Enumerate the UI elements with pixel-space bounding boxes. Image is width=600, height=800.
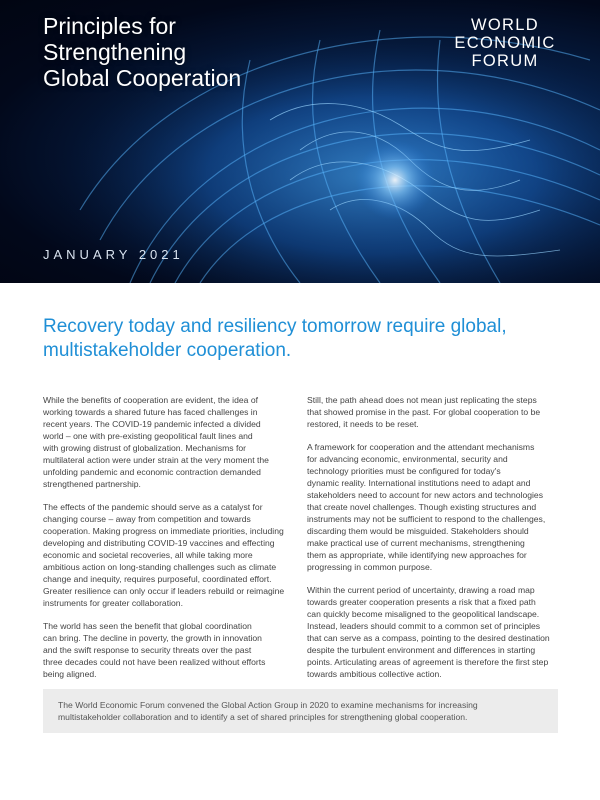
text-line: The effects of the pandemic should serve as a catalyst for: [43, 502, 263, 512]
paragraph: [307, 584, 559, 680]
text-line: discarding them would be misguided. Stakeholders should: [307, 526, 529, 536]
wef-logo: [440, 16, 570, 70]
text-line: strengthened partnership.: [43, 479, 141, 489]
text-line: dynamic reality. International institutions need to adapt and: [307, 478, 531, 488]
text-line: that showed promise in the past. For global cooperation to be: [307, 407, 541, 417]
text-line: towards greater cooperation presents a risk that a fixed path: [307, 597, 536, 607]
text-line: world – one with pre-existing geopolitical fault lines and: [43, 431, 253, 441]
title-line: Global Cooperation: [43, 65, 242, 91]
text-line: being aligned.: [43, 669, 97, 679]
text-line: make practical use of current mechanisms, strengthening: [307, 538, 525, 548]
text-line: cooperation. Making progress on immediate priorities, including: [43, 526, 284, 536]
text-line: that can serve as a compass, pointing to the desired destination: [307, 633, 550, 643]
text-line: can bring. The decline in poverty, the growth in innovation: [43, 633, 262, 643]
text-line: The world has seen the benefit that global coordination: [43, 621, 252, 631]
text-line: changing course – away from competition and towards: [43, 514, 251, 524]
right-column: [307, 394, 559, 691]
headline-line: multistakeholder cooperation.: [43, 340, 292, 361]
text-line: them as appropriate, while identifying new approaches for: [307, 550, 527, 560]
text-line: change and inequity, requires purposeful, coordinated effort.: [43, 574, 272, 584]
text-line: technology priorities must be configured for today's: [307, 466, 501, 476]
text-line: Within the current period of uncertainty, drawing a road map: [307, 585, 535, 595]
title-line: Strengthening: [43, 39, 187, 65]
text-line: three decades could not have been realized without efforts: [43, 657, 266, 667]
headline-line: Recovery today and resiliency tomorrow require global,: [43, 316, 507, 337]
left-column: [43, 394, 295, 691]
text-line: multilateral action were under strain at the very moment the: [43, 455, 269, 465]
text-line: despite the turbulent environment and differences in starting: [307, 645, 536, 655]
text-line: and the swift response to security threats over the past: [43, 645, 252, 655]
text-line: instruments for greater collaboration.: [43, 598, 183, 608]
logo-line: ECONOMIC: [454, 34, 556, 52]
text-line: Still, the path ahead does not mean just replicating the steps: [307, 395, 537, 405]
document-title: [43, 13, 323, 91]
text-line: ambitious action on long-standing challenges such as climate: [43, 562, 277, 572]
text-line: unfolding pandemic and economic contraction demanded: [43, 467, 261, 477]
text-line: Instead, leaders should commit to a common set of principles: [307, 621, 541, 631]
text-line: that create novel challenges. Though existing structures and: [307, 502, 537, 512]
text-line: Greater resilience can only occur if leaders rebuild or reimagine: [43, 586, 285, 596]
paragraph: [307, 441, 559, 573]
text-line: working towards a shared future has faced challenges in: [43, 407, 258, 417]
paragraph: [43, 620, 295, 680]
text-line: points. Articulating areas of agreement is therefore the first step: [307, 657, 549, 667]
paragraph: [43, 501, 295, 609]
text-line: towards ambitious collective action.: [307, 669, 442, 679]
text-line: with growing distrust of globalization. Mechanisms for: [43, 443, 246, 453]
text-line: restored, it needs to be reset.: [307, 419, 419, 429]
text-line: While the benefits of cooperation are evident, the idea of: [43, 395, 258, 405]
text-line: stakeholders need to account for new actors and technologies: [307, 490, 544, 500]
text-line: instruments may not be sufficient to respond to the challenges,: [307, 514, 546, 524]
text-line: developing and distributing COVID-19 vaccines and effecting: [43, 538, 275, 548]
callout-box: [43, 689, 558, 733]
title-line: Principles for: [43, 13, 176, 39]
text-line: A framework for cooperation and the attendant mechanisms: [307, 442, 535, 452]
callout-line: The World Economic Forum convened the Global Action Group in 2020 to examine mechanisms for increasing: [58, 700, 478, 710]
paragraph: [43, 394, 295, 490]
text-line: can quickly become misaligned to the geopolitical landscape.: [307, 609, 540, 619]
logo-line: WORLD: [471, 16, 539, 34]
publication-date: JANUARY 2021: [43, 247, 184, 262]
cover-hero: [0, 0, 600, 283]
logo-line: FORUM: [471, 52, 539, 70]
headline: [43, 315, 563, 363]
callout-line: multistakeholder collaboration and to identify a set of shared principles for strengthening global cooperation.: [58, 712, 468, 722]
text-line: recent years. The COVID-19 pandemic infected a divided: [43, 419, 261, 429]
paragraph: [307, 394, 559, 430]
text-line: for advancing economic, environmental, security and: [307, 454, 508, 464]
text-line: economic and societal recoveries, all while taking more: [43, 550, 253, 560]
text-line: progressing in common purpose.: [307, 562, 433, 572]
